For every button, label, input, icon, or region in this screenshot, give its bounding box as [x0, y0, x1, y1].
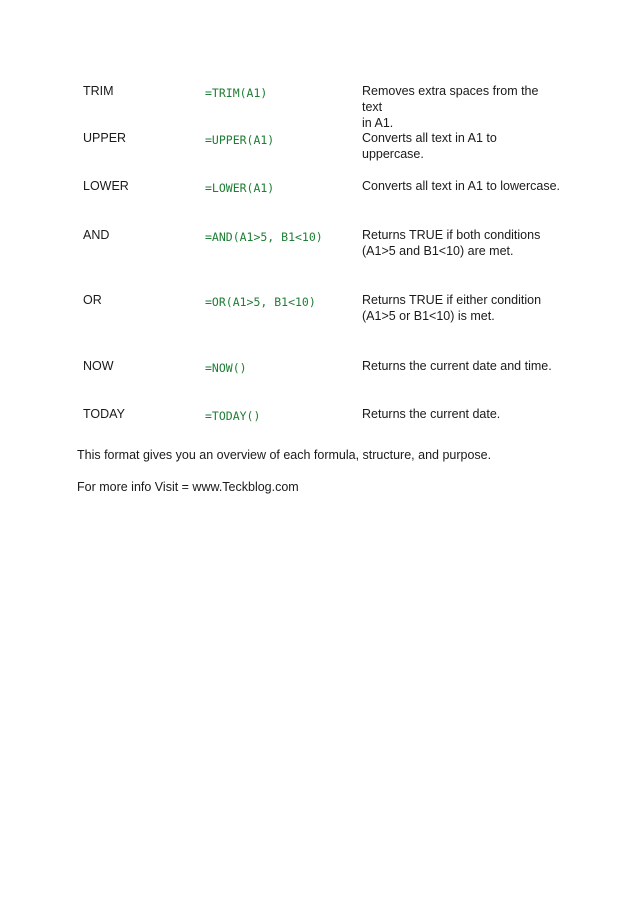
- description-line: (A1>5 or B1<10) is met.: [362, 309, 495, 323]
- description-line: Returns TRUE if either condition: [362, 293, 542, 307]
- function-description: [362, 130, 562, 162]
- function-name: NOW: [83, 359, 114, 373]
- description-line: Returns TRUE if both conditions: [362, 228, 541, 242]
- function-description: [362, 358, 562, 374]
- function-description: [362, 292, 562, 324]
- function-name: LOWER: [83, 179, 129, 193]
- description-line: Removes extra spaces from the text: [362, 84, 539, 114]
- description-line: Converts all text in A1 to lowercase.: [362, 179, 561, 193]
- description-line: Converts all text in A1 to uppercase.: [362, 131, 497, 161]
- formula-example: =OR(A1>5, B1<10): [205, 295, 316, 309]
- function-description: [362, 178, 562, 194]
- description-line: in A1.: [362, 116, 394, 130]
- formula-example: =TRIM(A1): [205, 86, 268, 100]
- function-name: TODAY: [83, 407, 125, 421]
- description-line: (A1>5 and B1<10) are met.: [362, 244, 514, 258]
- formula-example: =LOWER(A1): [205, 181, 275, 195]
- formula-example: =UPPER(A1): [205, 133, 275, 147]
- function-name: AND: [83, 228, 110, 242]
- description-line: Returns the current date.: [362, 407, 501, 421]
- function-name: TRIM: [83, 84, 114, 98]
- description-line: Returns the current date and time.: [362, 359, 552, 373]
- function-description: [362, 83, 562, 131]
- function-description: [362, 406, 562, 422]
- formula-example: =AND(A1>5, B1<10): [205, 230, 323, 244]
- function-name: OR: [83, 293, 102, 307]
- function-name: UPPER: [83, 131, 127, 145]
- footer-link-text: For more info Visit = www.Teckblog.com: [77, 480, 299, 494]
- summary-paragraph: This format gives you an overview of each formula, structure, and purpose.: [77, 448, 492, 462]
- function-description: [362, 227, 562, 259]
- formula-example: =TODAY(): [205, 409, 261, 423]
- formula-example: =NOW(): [205, 361, 247, 375]
